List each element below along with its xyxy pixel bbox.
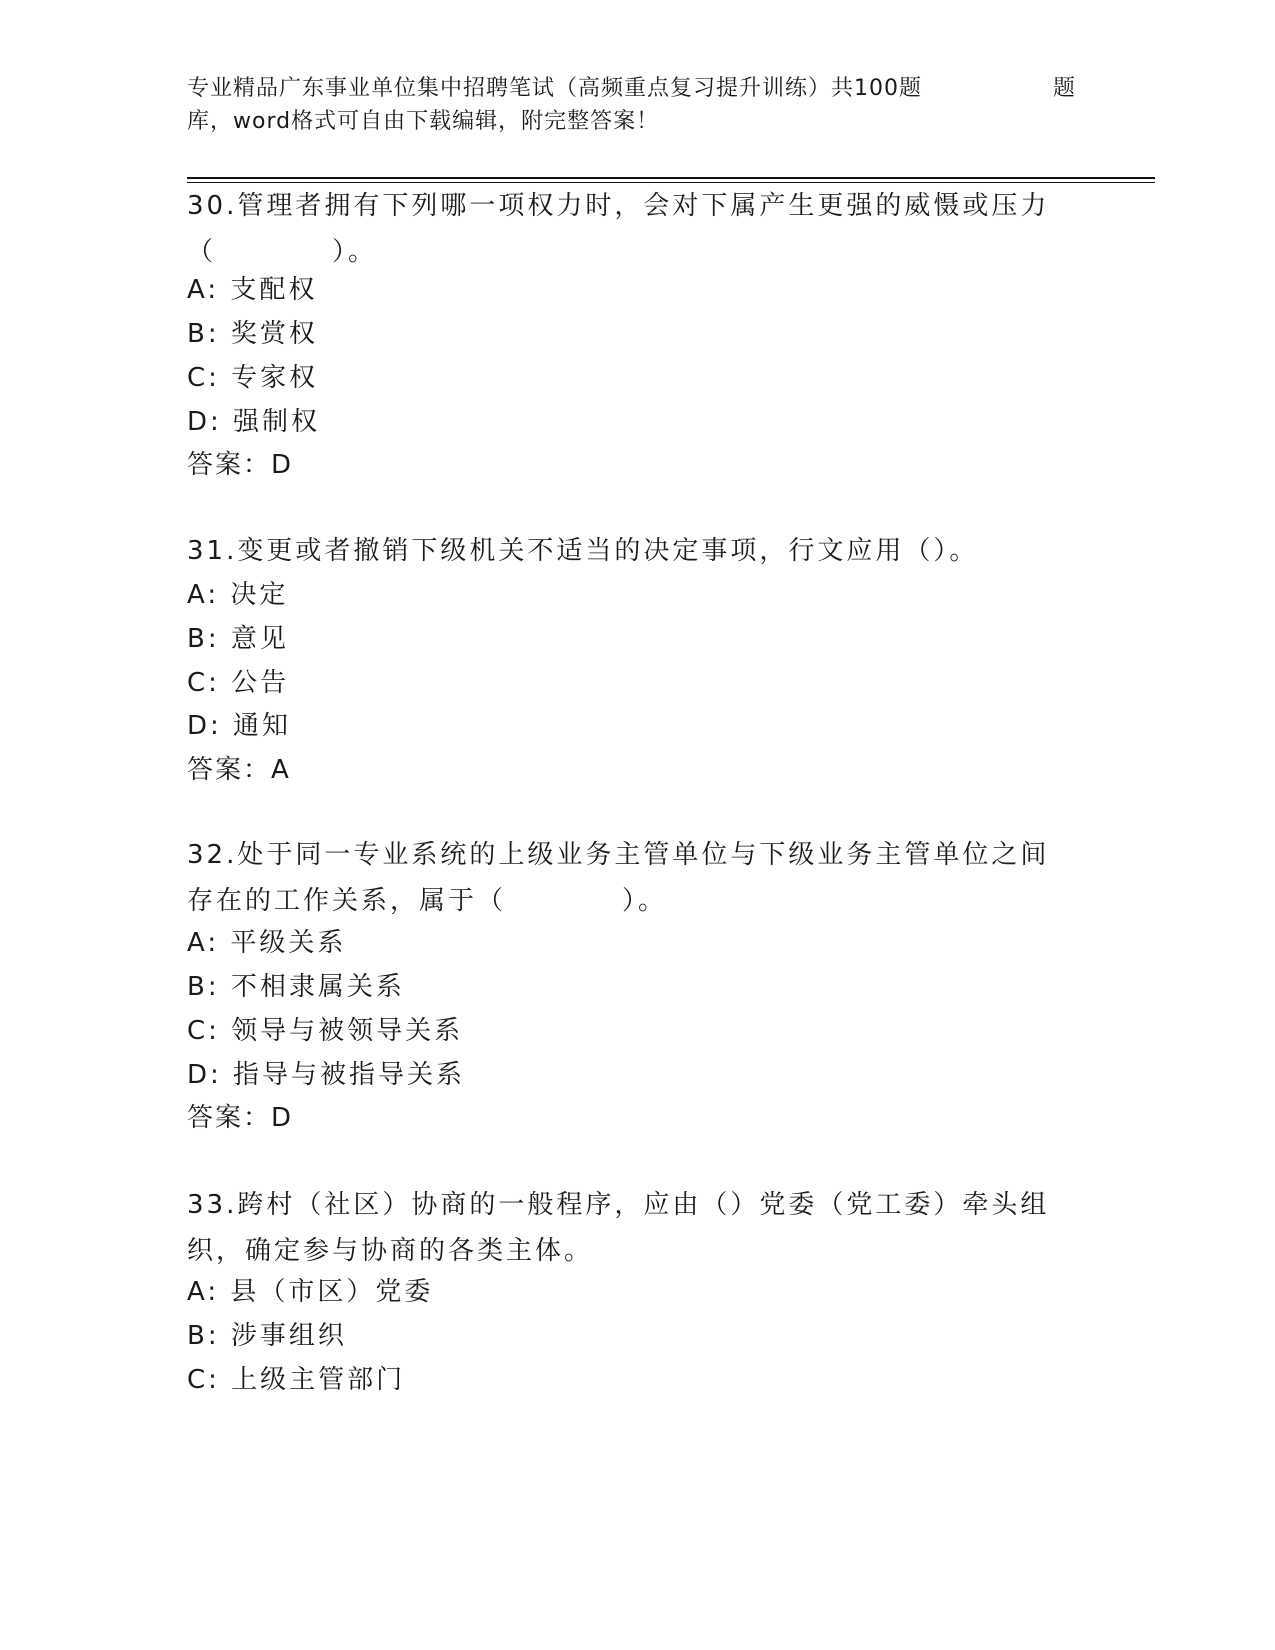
question-30-option-b: B: 奖赏权 [187, 319, 318, 349]
header-title-line1: 专业精品广东事业单位集中招聘笔试（高频重点复习提升训练）共100题 [187, 76, 922, 101]
question-32-option-c: C: 领导与被领导关系 [187, 1016, 464, 1046]
question-30-answer: 答案：D [187, 450, 294, 480]
header-title-line2: 库，word格式可自由下载编辑，附完整答案！ [187, 109, 660, 134]
question-33-text: 33.跨村（社区）协商的一般程序，应由（）党委（党工委）牵头组织，确定参与协商的各类主体。 [187, 1190, 1050, 1266]
question-33-option-a: A: 县（市区）党委 [187, 1277, 434, 1307]
question-31-text: 31.变更或者撤销下级机关不适当的决定事项，行文应用（）。 [187, 536, 979, 566]
question-32-option-b: B: 不相隶属关系 [187, 972, 405, 1002]
question-31-option-a: A: 决定 [187, 580, 289, 610]
question-32-option-d: D: 指导与被指导关系 [187, 1060, 466, 1090]
question-32-option-a: A: 平级关系 [187, 928, 347, 958]
question-31-option-d: D: 通知 [187, 711, 292, 741]
question-32-answer: 答案：D [187, 1103, 294, 1133]
question-30-option-a: A: 支配权 [187, 275, 318, 305]
question-30-option-c: C: 专家权 [187, 363, 319, 393]
header-divider [187, 177, 1155, 179]
header-title-tail: 题 [1053, 76, 1076, 101]
question-31-option-c: C: 公告 [187, 668, 290, 698]
question-31-option-b: B: 意见 [187, 624, 289, 654]
question-31-answer: 答案：A [187, 755, 291, 785]
question-33-option-c: C: 上级主管部门 [187, 1365, 406, 1395]
question-30-option-d: D: 强制权 [187, 407, 321, 437]
question-32-text: 32.处于同一专业系统的上级业务主管单位与下级业务主管单位之间存在的工作关系，属于（ ）。 [187, 840, 1050, 916]
question-30-text: 30.管理者拥有下列哪一项权力时，会对下属产生更强的威慑或压力（ ）。 [187, 191, 1050, 267]
question-33-option-b: B: 涉事组织 [187, 1321, 347, 1351]
